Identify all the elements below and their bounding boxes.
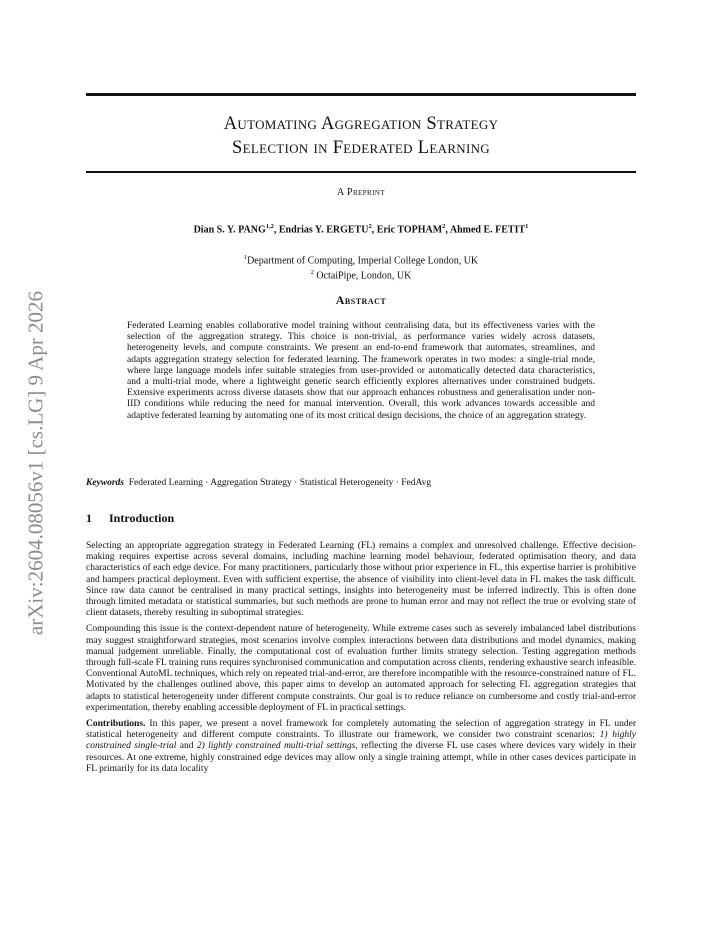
keywords-line bbox=[86, 478, 636, 488]
paper-title-line-2: Selection in Federated Learning bbox=[232, 138, 490, 158]
title-rule-top bbox=[86, 93, 636, 96]
affiliation-mark: 2 bbox=[310, 269, 314, 277]
section-number: 1 bbox=[86, 511, 92, 525]
affiliation-mark: 1 bbox=[243, 254, 248, 261]
introduction-body bbox=[86, 541, 636, 780]
abstract-heading: Abstract bbox=[335, 293, 387, 307]
affiliation-line bbox=[86, 252, 636, 267]
author-name: Eric TOPHAM bbox=[376, 224, 443, 236]
intro-paragraph-1: Selecting an appropriate aggregation strategy in Federated Learning (FL) remains a complex and unresolved challenge. Effective decision-making requires expertise across several domains, including machine learning model behaviour, federated optimisation theory, and data characteristics of each edge device. For many practitioners, particularly those without prior experience in FL, this expertise barrier is prohibitive and hampers practical deployment. Even with sufficient expertise, the absence of visibility into client-level data in FL makes the task difficult. Since raw data cannot be centralised in many practical settings, insights into heterogeneity must be inferred indirectly. This is often done through limited metadata or statistical summaries, but such methods are prone to human error and may not reflect the true or evolving state of client datasets, thereby resulting in suboptimal strategies. bbox=[86, 541, 636, 619]
paper-title bbox=[86, 112, 636, 160]
affiliations bbox=[86, 252, 636, 283]
contributions-scenario-2: 2) lightly constrained multi-trial settings bbox=[196, 741, 356, 752]
title-rule-bottom bbox=[86, 171, 636, 173]
arxiv-identifier bbox=[10, 265, 62, 660]
preprint-label: A Preprint bbox=[337, 187, 385, 198]
contributions-lead: Contributions. bbox=[86, 719, 146, 730]
affiliation-line bbox=[86, 267, 636, 282]
author-affiliation-mark: 1,2 bbox=[265, 223, 274, 230]
section-title: Introduction bbox=[109, 511, 175, 525]
author-list: Dian S. Y. PANG$^{1,2}$, Endrias Y. ERGETU$^2$, Eric TOPHAM$^2$, Ahmed E. FETIT$^1$ bbox=[193, 223, 529, 236]
contributions-text: In this paper, we present a novel framework for completely automating the selection of aggregation strategy in FL under statistical heterogeneity and different compute constraints. To illustrate our framework, we consider two constraint scenarios: bbox=[86, 719, 636, 741]
author-name: Endrias Y. ERGETU bbox=[278, 224, 369, 236]
author-affiliation-mark: 1 bbox=[525, 223, 529, 230]
abstract-body: Federated Learning enables collaborative model training without centralising data, but its effectiveness varies with the selection of the aggregation strategy. This choice is non-trivial, as performance varies widely across datasets, heterogeneity levels, and compute constraints. We present an end-to-end framework that automates, streamlines, and adapts aggregation strategy selection for federated learning. The framework operates in two modes: a single-trial mode, where large language models infer suitable strategies from user-provided or automatically detected data characteristics, and a multi-trial mode, where a lightweight genetic search efficiently explores alternatives under constrained budgets. Extensive experiments across diverse datasets show that our approach enhances robustness and generalisation under non-IID conditions while reducing the need for manual intervention. Overall, this work advances towards accessible and adaptive federated learning by automating one of its most critical design decisions, the choice of an aggregation strategy. bbox=[127, 321, 595, 421]
author-name: Ahmed E. FETIT bbox=[449, 224, 526, 236]
author-affiliation-mark: 2 bbox=[368, 223, 372, 230]
affiliation-text: Department of Computing, Imperial College London, UK bbox=[247, 255, 479, 267]
contributions-scenario-1: 1) highly constrained single-trial bbox=[86, 730, 636, 752]
author-name: Dian S. Y. PANG bbox=[193, 224, 266, 236]
arxiv-identifier-text: arXiv:2604.08056v1 [cs.LG] 9 Apr 2026 bbox=[23, 290, 48, 635]
contributions-paragraph bbox=[86, 719, 636, 775]
contributions-text: and bbox=[176, 741, 197, 752]
keywords-text: Federated Learning · Aggregation Strategy · Statistical Heterogeneity · FedAvg bbox=[128, 478, 432, 488]
paper-title-line-1: Automating Aggregation Strategy bbox=[223, 114, 499, 134]
section-heading bbox=[86, 511, 636, 526]
contributions-text: , reflecting the diverse FL use cases where devices vary widely in their resources. At one extreme, highly constrained edge devices may allow only a single training attempt, while in other cases devices participate in FL primarily for its data locality bbox=[86, 741, 637, 774]
intro-paragraph-2: Compounding this issue is the context-dependent nature of heterogeneity. While extreme cases such as severely imbalanced label distributions may suggest straightforward strategies, most scenarios involve complex interactions between data distributions and model dynamics, making manual judgement unreliable. Finally, the computational cost of evaluation further limits strategy selection. Testing aggregation methods through full-scale FL training runs requires synchronised communication and computation across clients, rendering exhaustive search infeasible. Conventional AutoML techniques, which rely on repeated trial-and-error, are therefore incompatible with the resource-constrained nature of FL. Motivated by the challenges outlined above, this paper aims to develop an automated approach for selecting FL aggregation strategies that adapts to statistical heterogeneity under different compute constraints. Our goal is to reduce reliance on cumbersome and costly trial-and-error experimentation, thereby enabling accessible deployment of FL in practical settings. bbox=[86, 624, 636, 713]
author-affiliation-mark: 2 bbox=[442, 223, 446, 230]
keywords-label: Keywords bbox=[86, 478, 124, 488]
affiliation-text: OctaiPipe, London, UK bbox=[316, 270, 412, 282]
